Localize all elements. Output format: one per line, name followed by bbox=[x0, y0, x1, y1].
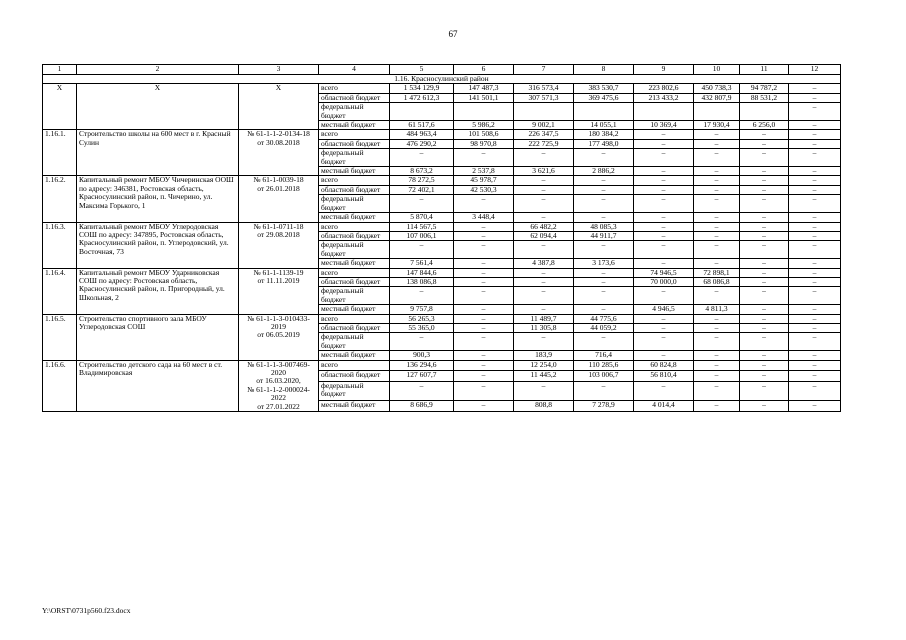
amount-cell: 716,4 bbox=[574, 351, 634, 360]
amount-cell: 74 946,5 bbox=[634, 268, 694, 277]
amount-cell: – bbox=[390, 381, 454, 401]
amount-cell: – bbox=[574, 305, 634, 314]
amount-cell: – bbox=[740, 371, 789, 382]
amount-cell: – bbox=[694, 222, 740, 231]
table-row bbox=[43, 222, 841, 231]
amount-cell: – bbox=[789, 381, 841, 401]
amount-cell: – bbox=[634, 222, 694, 231]
amount-cell: 56 265,3 bbox=[390, 314, 454, 323]
column-number: 7 bbox=[514, 65, 574, 75]
amount-cell: 44 775,6 bbox=[574, 314, 634, 323]
amount-cell: – bbox=[789, 222, 841, 231]
item-number: Х bbox=[43, 84, 77, 130]
amount-cell: 5 870,4 bbox=[390, 213, 454, 222]
amount-cell: – bbox=[740, 167, 789, 176]
amount-cell: – bbox=[514, 287, 574, 305]
amount-cell: – bbox=[740, 195, 789, 213]
amount-cell: – bbox=[694, 287, 740, 305]
amount-cell: – bbox=[454, 401, 514, 412]
amount-cell: – bbox=[634, 381, 694, 401]
amount-cell: – bbox=[694, 167, 740, 176]
expertise-doc: № 61-1-1139-19 от 11.11.2019 bbox=[239, 268, 319, 314]
budget-label: федеральный бюджет bbox=[319, 149, 390, 167]
amount-cell: – bbox=[390, 287, 454, 305]
amount-cell: – bbox=[634, 195, 694, 213]
column-number: 5 bbox=[390, 65, 454, 75]
amount-cell: – bbox=[634, 149, 694, 167]
amount-cell: – bbox=[454, 305, 514, 314]
column-number: 3 bbox=[239, 65, 319, 75]
amount-cell: – bbox=[789, 371, 841, 382]
amount-cell: – bbox=[634, 241, 694, 259]
amount-cell: – bbox=[634, 139, 694, 148]
table-row bbox=[43, 130, 841, 139]
amount-cell: – bbox=[740, 213, 789, 222]
amount-cell: – bbox=[454, 277, 514, 286]
amount-cell: 12 254,0 bbox=[514, 360, 574, 371]
amount-cell: 8 673,2 bbox=[390, 167, 454, 176]
item-name: Строительство спортивного зала МБОУ Углеродовская СОШ bbox=[77, 314, 239, 360]
amount-cell: – bbox=[574, 287, 634, 305]
budget-label: местный бюджет bbox=[319, 121, 390, 130]
budget-label: федеральный бюджет bbox=[319, 195, 390, 213]
financing-table bbox=[42, 64, 841, 412]
section-title: 1.16. Красносулинский район bbox=[43, 75, 841, 84]
amount-cell: 307 571,3 bbox=[514, 93, 574, 102]
amount-cell: 9 757,8 bbox=[390, 305, 454, 314]
budget-label: местный бюджет bbox=[319, 401, 390, 412]
item-number: 1.16.1. bbox=[43, 130, 77, 176]
expertise-doc: № 61-1-1-2-0134-18 от 30.08.2018 bbox=[239, 130, 319, 176]
amount-cell: – bbox=[740, 351, 789, 360]
amount-cell: 61 517,6 bbox=[390, 121, 454, 130]
amount-cell: 213 433,2 bbox=[634, 93, 694, 102]
budget-label: всего bbox=[319, 130, 390, 139]
amount-cell bbox=[390, 103, 454, 121]
amount-cell: 222 725,9 bbox=[514, 139, 574, 148]
budget-label: всего bbox=[319, 360, 390, 371]
amount-cell: – bbox=[514, 195, 574, 213]
amount-cell: – bbox=[789, 149, 841, 167]
amount-cell: – bbox=[740, 149, 789, 167]
amount-cell: – bbox=[514, 268, 574, 277]
amount-cell: 44 059,2 bbox=[574, 323, 634, 332]
amount-cell: 56 810,4 bbox=[634, 371, 694, 382]
amount-cell: – bbox=[454, 333, 514, 351]
amount-cell: 1 472 612,3 bbox=[390, 93, 454, 102]
expertise-doc: № 61-1-0039-18 от 26.01.2018 bbox=[239, 176, 319, 222]
amount-cell: 98 970,8 bbox=[454, 139, 514, 148]
amount-cell: – bbox=[634, 333, 694, 351]
amount-cell: – bbox=[740, 139, 789, 148]
budget-label: всего bbox=[319, 314, 390, 323]
amount-cell: – bbox=[740, 277, 789, 286]
table-row bbox=[43, 268, 841, 277]
amount-cell: – bbox=[454, 371, 514, 382]
amount-cell: 3 621,6 bbox=[514, 167, 574, 176]
amount-cell: – bbox=[789, 314, 841, 323]
amount-cell: – bbox=[740, 360, 789, 371]
amount-cell bbox=[634, 103, 694, 121]
amount-cell: 11 305,8 bbox=[514, 323, 574, 332]
expertise-doc: № 61-1-1-3-007469-2020 от 16.03.2020, № 61-1-1-2-000024-2022 от 27.01.2022 bbox=[239, 360, 319, 411]
amount-cell: – bbox=[390, 241, 454, 259]
amount-cell: 6 256,0 bbox=[740, 121, 789, 130]
amount-cell: – bbox=[694, 360, 740, 371]
amount-cell: – bbox=[789, 167, 841, 176]
amount-cell: 484 963,4 bbox=[390, 130, 454, 139]
amount-cell: 5 986,2 bbox=[454, 121, 514, 130]
amount-cell: 383 530,7 bbox=[574, 84, 634, 93]
item-name: Капитальный ремонт МБОУ Углеродовская СОШ по адресу: 347895, Ростовская область, Красносулинский район, п. Углеродовский, ул. Восточная, 73 bbox=[77, 222, 239, 268]
item-number: 1.16.6. bbox=[43, 360, 77, 411]
amount-cell: – bbox=[694, 381, 740, 401]
amount-cell: – bbox=[634, 314, 694, 323]
amount-cell: – bbox=[634, 176, 694, 185]
section-row bbox=[43, 75, 841, 84]
amount-cell: 101 508,6 bbox=[454, 130, 514, 139]
budget-label: всего bbox=[319, 176, 390, 185]
amount-cell: 127 607,7 bbox=[390, 371, 454, 382]
amount-cell: 450 738,3 bbox=[694, 84, 740, 93]
expertise-doc: Х bbox=[239, 84, 319, 130]
amount-cell: – bbox=[740, 231, 789, 240]
table-row bbox=[43, 84, 841, 93]
amount-cell: 62 094,4 bbox=[514, 231, 574, 240]
amount-cell: – bbox=[390, 149, 454, 167]
amount-cell: 4 014,4 bbox=[634, 401, 694, 412]
budget-label: областной бюджет bbox=[319, 323, 390, 332]
item-name: Строительство школы на 600 мест в г. Красный Сулин bbox=[77, 130, 239, 176]
amount-cell: – bbox=[514, 333, 574, 351]
amount-cell: – bbox=[694, 241, 740, 259]
amount-cell: – bbox=[694, 195, 740, 213]
amount-cell: 60 824,8 bbox=[634, 360, 694, 371]
amount-cell: – bbox=[514, 277, 574, 286]
amount-cell bbox=[694, 103, 740, 121]
amount-cell: 180 384,2 bbox=[574, 130, 634, 139]
amount-cell: 2 886,2 bbox=[574, 167, 634, 176]
budget-label: областной бюджет bbox=[319, 93, 390, 102]
amount-cell: 11 445,2 bbox=[514, 371, 574, 382]
budget-label: областной бюджет bbox=[319, 185, 390, 194]
amount-cell: – bbox=[740, 268, 789, 277]
column-number: 8 bbox=[574, 65, 634, 75]
amount-cell: – bbox=[789, 103, 841, 121]
column-number: 9 bbox=[634, 65, 694, 75]
amount-cell: 3 448,4 bbox=[454, 213, 514, 222]
amount-cell: 2 537,8 bbox=[454, 167, 514, 176]
item-name: Х bbox=[77, 84, 239, 130]
amount-cell: – bbox=[789, 287, 841, 305]
amount-cell: – bbox=[789, 84, 841, 93]
amount-cell: – bbox=[514, 241, 574, 259]
amount-cell: 48 085,3 bbox=[574, 222, 634, 231]
amount-cell: – bbox=[694, 259, 740, 268]
amount-cell: – bbox=[740, 305, 789, 314]
amount-cell: – bbox=[740, 381, 789, 401]
item-number: 1.16.5. bbox=[43, 314, 77, 360]
amount-cell: – bbox=[634, 167, 694, 176]
amount-cell: – bbox=[740, 259, 789, 268]
amount-cell: – bbox=[789, 130, 841, 139]
amount-cell: – bbox=[574, 277, 634, 286]
amount-cell: – bbox=[514, 381, 574, 401]
amount-cell: 147 844,6 bbox=[390, 268, 454, 277]
item-name: Строительство детского сада на 60 мест в ст. Владимировская bbox=[77, 360, 239, 411]
budget-label: областной бюджет bbox=[319, 139, 390, 148]
budget-label: местный бюджет bbox=[319, 305, 390, 314]
item-number: 1.16.2. bbox=[43, 176, 77, 222]
amount-cell: – bbox=[514, 149, 574, 167]
file-path-footer: Y:\ORST\0731p560.f23.docx bbox=[42, 606, 131, 615]
budget-label: местный бюджет bbox=[319, 259, 390, 268]
amount-cell: – bbox=[740, 185, 789, 194]
amount-cell: – bbox=[574, 333, 634, 351]
amount-cell: – bbox=[390, 333, 454, 351]
expertise-doc: № 61-1-1-3-010433-2019 от 06.05.2019 bbox=[239, 314, 319, 360]
amount-cell: 70 000,0 bbox=[634, 277, 694, 286]
column-number: 12 bbox=[789, 65, 841, 75]
item-name: Капитальный ремонт МБОУ Чичеринская ООШ по адресу: 346381, Ростовская область, Красносулинский район, п. Чичерино, ул. Максима Горького, 1 bbox=[77, 176, 239, 222]
amount-cell: – bbox=[634, 130, 694, 139]
amount-cell: – bbox=[514, 305, 574, 314]
column-number: 1 bbox=[43, 65, 77, 75]
amount-cell: 68 086,8 bbox=[694, 277, 740, 286]
amount-cell: – bbox=[789, 360, 841, 371]
amount-cell: – bbox=[454, 231, 514, 240]
amount-cell: – bbox=[694, 185, 740, 194]
amount-cell: 3 173,6 bbox=[574, 259, 634, 268]
amount-cell: – bbox=[694, 130, 740, 139]
amount-cell: 177 498,0 bbox=[574, 139, 634, 148]
amount-cell: – bbox=[634, 287, 694, 305]
amount-cell: 183,9 bbox=[514, 351, 574, 360]
amount-cell bbox=[574, 103, 634, 121]
amount-cell: 42 530,3 bbox=[454, 185, 514, 194]
amount-cell: – bbox=[789, 195, 841, 213]
amount-cell: – bbox=[789, 268, 841, 277]
budget-label: местный бюджет bbox=[319, 213, 390, 222]
budget-label: федеральный бюджет bbox=[319, 333, 390, 351]
amount-cell bbox=[514, 103, 574, 121]
amount-cell: 369 475,6 bbox=[574, 93, 634, 102]
budget-label: федеральный бюджет bbox=[319, 287, 390, 305]
amount-cell: 223 802,6 bbox=[634, 84, 694, 93]
budget-label: областной бюджет bbox=[319, 231, 390, 240]
amount-cell: – bbox=[789, 323, 841, 332]
budget-label: всего bbox=[319, 222, 390, 231]
amount-cell: 147 487,3 bbox=[454, 84, 514, 93]
amount-cell: – bbox=[574, 381, 634, 401]
amount-cell: – bbox=[514, 213, 574, 222]
amount-cell: 72 402,1 bbox=[390, 185, 454, 194]
column-number: 4 bbox=[319, 65, 390, 75]
amount-cell: 8 686,9 bbox=[390, 401, 454, 412]
amount-cell: 7 561,4 bbox=[390, 259, 454, 268]
amount-cell: – bbox=[454, 314, 514, 323]
amount-cell: 4 811,3 bbox=[694, 305, 740, 314]
column-number: 2 bbox=[77, 65, 239, 75]
amount-cell: 316 573,4 bbox=[514, 84, 574, 93]
amount-cell: – bbox=[574, 185, 634, 194]
amount-cell: 114 567,5 bbox=[390, 222, 454, 231]
amount-cell: – bbox=[574, 149, 634, 167]
amount-cell: 9 002,1 bbox=[514, 121, 574, 130]
amount-cell: – bbox=[694, 333, 740, 351]
amount-cell: 14 055,1 bbox=[574, 121, 634, 130]
budget-label: всего bbox=[319, 84, 390, 93]
budget-label: областной бюджет bbox=[319, 371, 390, 382]
table-row bbox=[43, 176, 841, 185]
amount-cell: – bbox=[789, 401, 841, 412]
amount-cell: 94 787,2 bbox=[740, 84, 789, 93]
amount-cell: 103 006,7 bbox=[574, 371, 634, 382]
amount-cell: – bbox=[740, 401, 789, 412]
amount-cell: – bbox=[454, 268, 514, 277]
amount-cell: 476 290,2 bbox=[390, 139, 454, 148]
amount-cell: 138 086,8 bbox=[390, 277, 454, 286]
amount-cell bbox=[454, 103, 514, 121]
amount-cell: 45 978,7 bbox=[454, 176, 514, 185]
budget-label: всего bbox=[319, 268, 390, 277]
amount-cell: – bbox=[694, 351, 740, 360]
amount-cell: – bbox=[789, 241, 841, 259]
item-number: 1.16.4. bbox=[43, 268, 77, 314]
amount-cell: – bbox=[694, 323, 740, 332]
amount-cell: 66 482,2 bbox=[514, 222, 574, 231]
amount-cell: – bbox=[694, 176, 740, 185]
expertise-doc: № 61-1-0711-18 от 29.08.2018 bbox=[239, 222, 319, 268]
amount-cell: 44 911,7 bbox=[574, 231, 634, 240]
amount-cell: 7 278,9 bbox=[574, 401, 634, 412]
amount-cell: – bbox=[789, 121, 841, 130]
amount-cell: – bbox=[694, 371, 740, 382]
amount-cell: – bbox=[634, 185, 694, 194]
amount-cell: – bbox=[740, 222, 789, 231]
amount-cell: – bbox=[740, 241, 789, 259]
amount-cell: – bbox=[789, 305, 841, 314]
amount-cell: – bbox=[454, 287, 514, 305]
amount-cell: – bbox=[514, 176, 574, 185]
amount-cell: 4 387,8 bbox=[514, 259, 574, 268]
column-number: 6 bbox=[454, 65, 514, 75]
item-number: 1.16.3. bbox=[43, 222, 77, 268]
amount-cell: – bbox=[634, 351, 694, 360]
budget-label: федеральный бюджет bbox=[319, 241, 390, 259]
amount-cell: – bbox=[740, 130, 789, 139]
table-row bbox=[43, 314, 841, 323]
amount-cell: 900,3 bbox=[390, 351, 454, 360]
amount-cell: – bbox=[454, 195, 514, 213]
amount-cell: – bbox=[740, 323, 789, 332]
amount-cell: – bbox=[634, 323, 694, 332]
amount-cell: – bbox=[694, 314, 740, 323]
amount-cell: 4 946,5 bbox=[634, 305, 694, 314]
amount-cell: 226 347,5 bbox=[514, 130, 574, 139]
amount-cell: – bbox=[789, 213, 841, 222]
amount-cell: – bbox=[789, 259, 841, 268]
amount-cell: – bbox=[634, 213, 694, 222]
item-name: Капитальный ремонт МБОУ Ударниковская СОШ по адресу: Ростовская область, Красносулинский район, п. Пригородный, ул. Школьная, 2 bbox=[77, 268, 239, 314]
amount-cell: – bbox=[454, 381, 514, 401]
amount-cell: – bbox=[740, 314, 789, 323]
amount-cell: – bbox=[454, 149, 514, 167]
budget-label: местный бюджет bbox=[319, 351, 390, 360]
amount-cell: – bbox=[789, 93, 841, 102]
amount-cell: – bbox=[694, 139, 740, 148]
amount-cell: – bbox=[454, 360, 514, 371]
table-row bbox=[43, 360, 841, 371]
amount-cell: 88 531,2 bbox=[740, 93, 789, 102]
column-number: 11 bbox=[740, 65, 789, 75]
amount-cell: 136 294,6 bbox=[390, 360, 454, 371]
amount-cell: – bbox=[789, 277, 841, 286]
amount-cell: – bbox=[454, 259, 514, 268]
amount-cell: 808,8 bbox=[514, 401, 574, 412]
amount-cell: – bbox=[740, 176, 789, 185]
amount-cell: – bbox=[454, 241, 514, 259]
amount-cell bbox=[740, 103, 789, 121]
amount-cell: 10 369,4 bbox=[634, 121, 694, 130]
amount-cell: 55 365,0 bbox=[390, 323, 454, 332]
amount-cell: – bbox=[574, 195, 634, 213]
amount-cell: – bbox=[789, 333, 841, 351]
amount-cell: – bbox=[789, 231, 841, 240]
amount-cell: – bbox=[789, 185, 841, 194]
amount-cell: – bbox=[694, 401, 740, 412]
amount-cell: 1 534 129,9 bbox=[390, 84, 454, 93]
amount-cell: – bbox=[789, 139, 841, 148]
amount-cell: 72 898,1 bbox=[694, 268, 740, 277]
amount-cell: – bbox=[634, 259, 694, 268]
amount-cell: – bbox=[694, 149, 740, 167]
amount-cell: 17 930,4 bbox=[694, 121, 740, 130]
budget-label: областной бюджет bbox=[319, 277, 390, 286]
amount-cell: – bbox=[390, 195, 454, 213]
amount-cell: 141 501,1 bbox=[454, 93, 514, 102]
amount-cell: – bbox=[574, 176, 634, 185]
amount-cell: – bbox=[740, 287, 789, 305]
amount-cell: 432 807,9 bbox=[694, 93, 740, 102]
amount-cell: 107 006,1 bbox=[390, 231, 454, 240]
amount-cell: – bbox=[694, 231, 740, 240]
amount-cell: – bbox=[454, 222, 514, 231]
amount-cell: 78 272,5 bbox=[390, 176, 454, 185]
column-number-row bbox=[43, 65, 841, 75]
amount-cell: – bbox=[694, 213, 740, 222]
amount-cell: – bbox=[789, 176, 841, 185]
amount-cell: – bbox=[574, 268, 634, 277]
page-number: 67 bbox=[448, 29, 458, 39]
amount-cell: 11 489,7 bbox=[514, 314, 574, 323]
amount-cell: – bbox=[454, 323, 514, 332]
budget-label: федеральный бюджет bbox=[319, 381, 390, 401]
amount-cell: 110 285,6 bbox=[574, 360, 634, 371]
budget-label: местный бюджет bbox=[319, 167, 390, 176]
budget-label: федеральный бюджет bbox=[319, 103, 390, 121]
amount-cell: – bbox=[514, 185, 574, 194]
amount-cell: – bbox=[574, 241, 634, 259]
amount-cell: – bbox=[574, 213, 634, 222]
amount-cell: – bbox=[789, 351, 841, 360]
amount-cell: – bbox=[740, 333, 789, 351]
amount-cell: – bbox=[454, 351, 514, 360]
amount-cell: – bbox=[634, 231, 694, 240]
column-number: 10 bbox=[694, 65, 740, 75]
